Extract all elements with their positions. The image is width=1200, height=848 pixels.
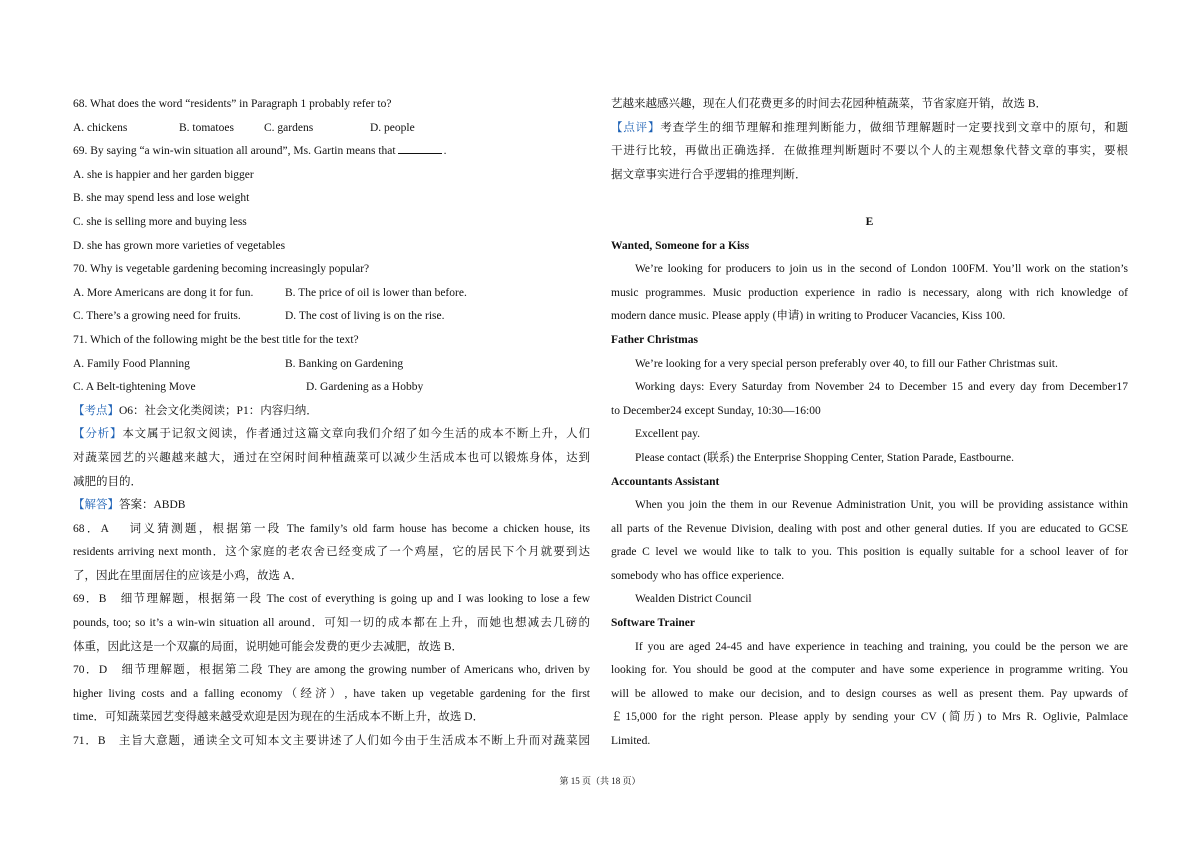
section-heading: E — [865, 215, 874, 228]
text-line: 据文章事实进行合乎逻辑的推理判断． — [611, 168, 807, 181]
text-line: somebody who has office experience. — [611, 569, 785, 582]
text-line: Working days: Every Saturday from November 24 to December 15 and every day from December17 — [635, 381, 1128, 394]
option: C. A Belt-tightening Move — [73, 381, 196, 394]
text-line: 减肥的目的． — [73, 475, 142, 488]
right-column — [611, 93, 1128, 754]
text-line: modern dance music. Please apply (申请) in writing to Producer Vacancies, Kiss 100. — [611, 310, 1006, 323]
text-line: 了，因此在里面居住的应该是小鸡，故选 A． — [73, 569, 303, 582]
text-line: 体重，因此这是一个双赢的局面，说明她可能会发费的更少去减肥，故选 B． — [73, 640, 464, 653]
q70-options — [73, 282, 590, 306]
text-line: music programmes. Music production experience in radio is necessary, along with rich knowledge of — [611, 286, 1128, 299]
dianping: 【点评】考查学生的细节理解和推理判断能力，做细节理解题时一定要找到文章中的原句，和题 — [611, 121, 1128, 134]
text-line: Wealden District Council — [635, 593, 752, 606]
section-tag: 【分析】 — [73, 428, 123, 441]
ad-title: Father Christmas — [611, 333, 698, 346]
text-line: When you join the them in our Revenue Administration Unit, you will be providing assistance within — [635, 499, 1128, 512]
text-line: ￡15,000 for the right person. Please apply by sending your CV (简历) to Mrs R. Oglivie, Palmlace — [611, 711, 1128, 724]
option: C. she is selling more and buying less — [73, 215, 247, 228]
section-tag: 【考点】 — [73, 404, 119, 417]
left-column — [73, 93, 590, 754]
page-number: 第 15 页（共 18 页） — [559, 776, 641, 786]
option: B. tomatoes — [179, 121, 234, 134]
ad-title: Software Trainer — [611, 617, 695, 630]
ad-title: Accountants Assistant — [611, 475, 720, 488]
text-line: pounds, too; so it’s a win-win situation all around．可知一切的成本都在上升，而她也想减去几磅的 — [73, 617, 590, 630]
text-line: higher living costs and a falling economy（经济）, have taken up vegetable gardening for the first — [73, 687, 590, 700]
question-70: 70. Why is vegetable gardening becoming increasingly popular? — [73, 263, 370, 276]
option: C. gardens — [264, 121, 314, 134]
text-line: time．可知蔬菜园艺变得越来越受欢迎是因为现在的生活成本不断上升，故选 D． — [73, 711, 485, 724]
text-line: Please contact (联系) the Enterprise Shopping Center, Station Parade, Eastbourne. — [635, 451, 1014, 464]
q71-options — [73, 353, 590, 377]
option: D. The cost of living is on the rise. — [285, 310, 445, 323]
question-71: 71. Which of the following might be the best title for the text? — [73, 333, 359, 346]
text-line: 干进行比较，再做出正确选择．在做推理判断题时不要以个人的主观想象代替文章的事实，要根 — [611, 145, 1128, 158]
option: B. Banking on Gardening — [285, 357, 404, 370]
text-line: grade C level we would like to talk to you. This position is equally suitable for a school leaver of for — [611, 546, 1128, 559]
text-line: We’re looking for a very special person preferably over 40, to fill our Father Christmas suit. — [635, 357, 1058, 370]
text-line: 艺越来越感兴趣，现在人们花费更多的时间去花园种植蔬菜，节省家庭开销，故选 B． — [611, 98, 1048, 110]
text-line: residents arriving next month．这个家庭的老农舍已经变成了一个鸡屋，它的居民下个月就要到达 — [73, 546, 590, 559]
q70-options — [73, 305, 590, 329]
text-line: Excellent pay. — [635, 428, 701, 441]
text-line: We’re looking for producers to join us in the second of London 100FM. You’ll work on the station’s — [635, 263, 1128, 276]
question-68: 68. What does the word “residents” in Paragraph 1 probably refer to? — [73, 98, 392, 110]
answer-70: 70．D 细节理解题，根据第二段 They are among the growing number of Americans who, driven by — [73, 664, 590, 677]
option: A. she is happier and her garden bigger — [73, 168, 254, 181]
option: A. Family Food Planning — [73, 357, 190, 370]
q68-options — [73, 117, 590, 141]
text-line: to December24 except Sunday, 10:30—16:00 — [611, 404, 821, 417]
answer-blank — [398, 141, 442, 154]
section-tag: 【解答】 — [73, 499, 119, 512]
answer-69: 69．B 细节理解题，根据第一段 The cost of everything is going up and I was looking to lose a few — [73, 593, 590, 606]
text-line: Limited. — [611, 735, 651, 748]
q71-options — [73, 376, 590, 400]
fenxi: 【分析】本文属于记叙文阅读，作者通过这篇文章向我们介绍了如今生活的成本不断上升，人们 — [73, 428, 590, 441]
option: B. she may spend less and lose weight — [73, 192, 250, 205]
option: D. she has grown more varieties of vegetables — [73, 239, 286, 252]
option: A. More Americans are dong it for fun. — [73, 286, 254, 299]
section-tag: 【点评】 — [611, 121, 661, 134]
ad-title: Wanted, Someone for a Kiss — [611, 239, 750, 252]
option: C. There’s a growing need for fruits. — [73, 310, 241, 323]
text-line: If you are aged 24-45 and have experience in teaching and training, you could be the person we are — [635, 640, 1128, 653]
text-line: will be allowed to make our decision, and to design courses as well as present them. Pay upwards of — [611, 687, 1128, 700]
option: B. The price of oil is lower than before. — [285, 286, 467, 299]
answer-68: 68．A 词义猜测题，根据第一段 The family’s old farm house has become a chicken house, its — [73, 522, 590, 535]
question-69: 69. By saying “a win-win situation all around”, Ms. Gartin means that . — [73, 140, 590, 164]
text-line: looking for. You should be good at the computer and have some experience in programme writing. You — [611, 664, 1128, 677]
jieda: 【解答】答案：ABDB — [73, 499, 186, 512]
text-line: 对蔬菜园艺的兴趣越来越大，通过在空闲时间种植蔬菜可以减少生活成本也可以锻炼身体，达到 — [73, 451, 590, 464]
kaodian: 【考点】O6：社会文化类阅读；P1：内容归纳． — [73, 404, 318, 417]
option: D. Gardening as a Hobby — [306, 381, 424, 394]
option: A. chickens — [73, 121, 128, 134]
answer-71: 71．B 主旨大意题，通读全文可知本文主要讲述了人们如今由于生活成本不断上升而对蔬菜园 — [73, 735, 590, 748]
text-line: all parts of the Revenue Division, dealing with post and other general duties. If you are educated to GCSE — [611, 522, 1128, 535]
option: D. people — [370, 121, 415, 134]
